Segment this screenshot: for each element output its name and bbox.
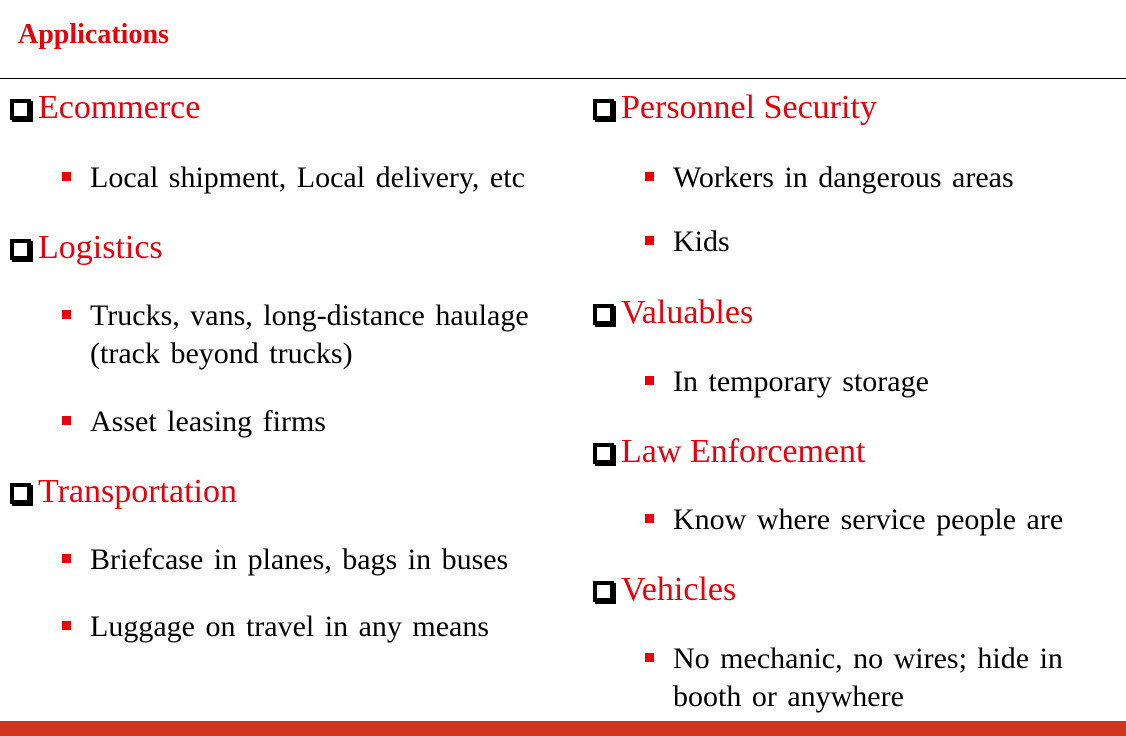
square-bullet-icon (62, 310, 71, 319)
section-heading-label: Law Enforcement (621, 433, 866, 470)
square-bullet-icon (645, 653, 654, 662)
list-item-text: Kids (673, 225, 730, 258)
list-item-text: Briefcase in planes, bags in buses (90, 543, 509, 576)
checkbox-bullet-icon (593, 443, 614, 464)
list-item (645, 501, 1063, 539)
slide-title: Applications (18, 19, 169, 50)
section-heading-ecommerce (10, 88, 200, 128)
section-heading-label: Ecommerce (38, 89, 201, 126)
list-item (645, 640, 1115, 716)
square-bullet-icon (62, 554, 71, 563)
square-bullet-icon (645, 236, 654, 245)
list-item (62, 541, 508, 579)
section-heading-personnel-security (593, 88, 877, 128)
list-item-text: Asset leasing firms (90, 405, 326, 438)
list-item (645, 363, 929, 401)
square-bullet-icon (645, 172, 654, 181)
section-heading-label: Vehicles (621, 571, 737, 608)
checkbox-bullet-icon (593, 99, 614, 120)
section-heading-law-enforcement (593, 432, 866, 472)
square-bullet-icon (62, 416, 71, 425)
list-item (62, 159, 525, 197)
section-heading-vehicles (593, 570, 736, 610)
list-item (645, 223, 730, 261)
section-heading-valuables (593, 293, 753, 333)
list-item-text: Local shipment, Local delivery, etc (90, 161, 525, 194)
section-heading-label: Valuables (621, 294, 754, 331)
bottom-accent-bar (0, 721, 1126, 736)
checkbox-bullet-icon (593, 304, 614, 325)
checkbox-bullet-icon (10, 239, 31, 260)
list-item (62, 403, 326, 441)
list-item (62, 297, 587, 373)
list-item (645, 159, 1014, 197)
square-bullet-icon (645, 514, 654, 523)
section-heading-label: Logistics (38, 229, 163, 266)
section-heading-label: Personnel Security (621, 89, 877, 126)
list-item-text: Workers in dangerous areas (673, 161, 1014, 194)
list-item-text: Luggage on travel in any means (90, 610, 490, 643)
square-bullet-icon (62, 621, 71, 630)
list-item (62, 608, 489, 646)
square-bullet-icon (62, 172, 71, 181)
checkbox-bullet-icon (10, 99, 31, 120)
list-item-text: No mechanic, no wires; hide in booth or anywhere (673, 642, 1063, 713)
checkbox-bullet-icon (10, 483, 31, 504)
list-item-text: In temporary storage (673, 365, 929, 398)
title-divider (0, 78, 1126, 79)
list-item-text: Trucks, vans, long-distance haulage (track beyond trucks) (90, 299, 529, 370)
section-heading-transportation (10, 472, 237, 512)
square-bullet-icon (645, 376, 654, 385)
section-heading-label: Transportation (38, 473, 237, 510)
section-heading-logistics (10, 228, 163, 268)
checkbox-bullet-icon (593, 581, 614, 602)
list-item-text: Know where service people are (673, 503, 1064, 536)
